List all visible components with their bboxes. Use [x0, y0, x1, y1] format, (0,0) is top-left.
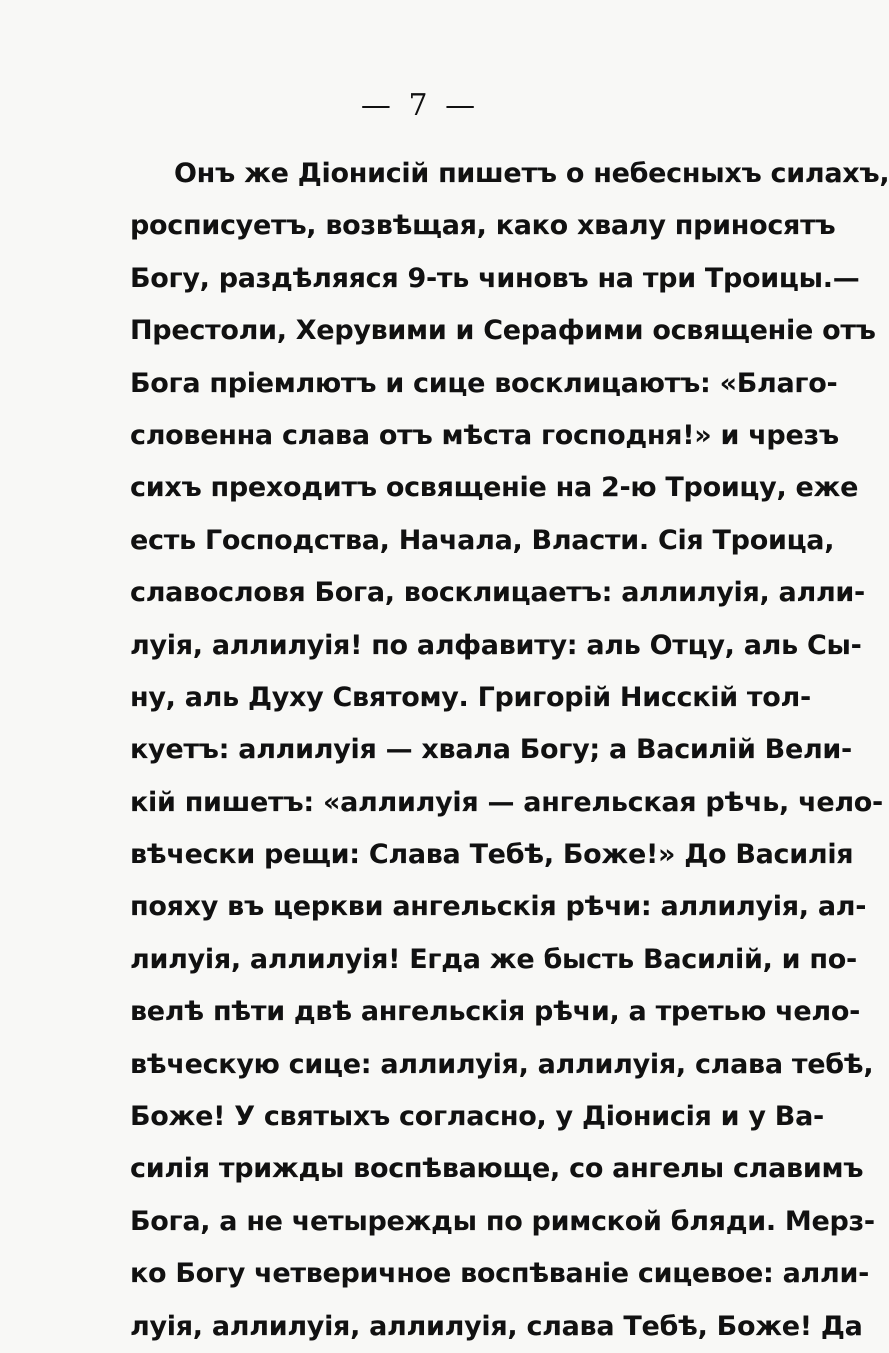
text-line: луія, аллилуія, аллилуія, слава Тебѣ, Боже! Да — [130, 1310, 863, 1342]
text-line: Бога пріемлютъ и сице восклицаютъ: «Благо- — [130, 367, 838, 399]
text-line: ну, аль Духу Святому. Григорій Нисскій тол- — [130, 681, 811, 713]
text-line: куетъ: аллилуія — хвала Богу; а Василій Вели- — [130, 734, 852, 766]
text-line: вѣчески рещи: Слава Тебѣ, Боже!» До Василія — [130, 839, 854, 871]
text-line: росписуетъ, возвѣщая, како хвалу приносятъ — [130, 210, 836, 242]
text-line: ко Богу четверичное воспѣваніе сицевое: алли- — [130, 1258, 869, 1290]
text-line: луія, аллилуія! по алфавиту: аль Отцу, аль Сы- — [130, 629, 862, 661]
body-text — [130, 148, 889, 1353]
text-line: Онъ же Діонисій пишетъ о небесныхъ силахъ, — [174, 158, 889, 189]
text-line: Богу, раздѣляяся 9-ть чиновъ на три Троицы.— — [130, 262, 860, 294]
text-line: Бога, а не четырежды по римской бляди. Мерз- — [130, 1205, 875, 1237]
text-line: сихъ преходитъ освященіе на 2-ю Троицу, еже — [130, 472, 859, 504]
page-number: — 7 — — [360, 88, 480, 123]
text-line: лилуія, аллилуія! Егда же бысть Василій, и по- — [130, 943, 857, 975]
text-line: вѣческую сице: аллилуія, аллилуія, слава тебѣ, — [130, 1048, 874, 1080]
text-line: кій пишетъ: «аллилуія — ангельская рѣчь, чело- — [130, 786, 883, 818]
text-line: велѣ пѣти двѣ ангельскія рѣчи, а третью чело- — [130, 996, 861, 1028]
text-line: словенна слава отъ мѣста господня!» и чрезъ — [130, 419, 839, 451]
text-line: силія трижды воспѣвающе, со ангелы славимъ — [130, 1153, 864, 1185]
text-line: есть Господства, Начала, Власти. Сія Троица, — [130, 524, 835, 556]
text-line: Престоли, Херувими и Серафими освященіе отъ — [130, 315, 876, 347]
text-line: славословя Бога, восклицаетъ: аллилуія, алли- — [130, 577, 865, 609]
text-line: Боже! У святыхъ согласно, у Діонисія и у Ва- — [130, 1101, 824, 1133]
text-line: пояху въ церкви ангельскія рѣчи: аллилуія, ал- — [130, 891, 867, 923]
